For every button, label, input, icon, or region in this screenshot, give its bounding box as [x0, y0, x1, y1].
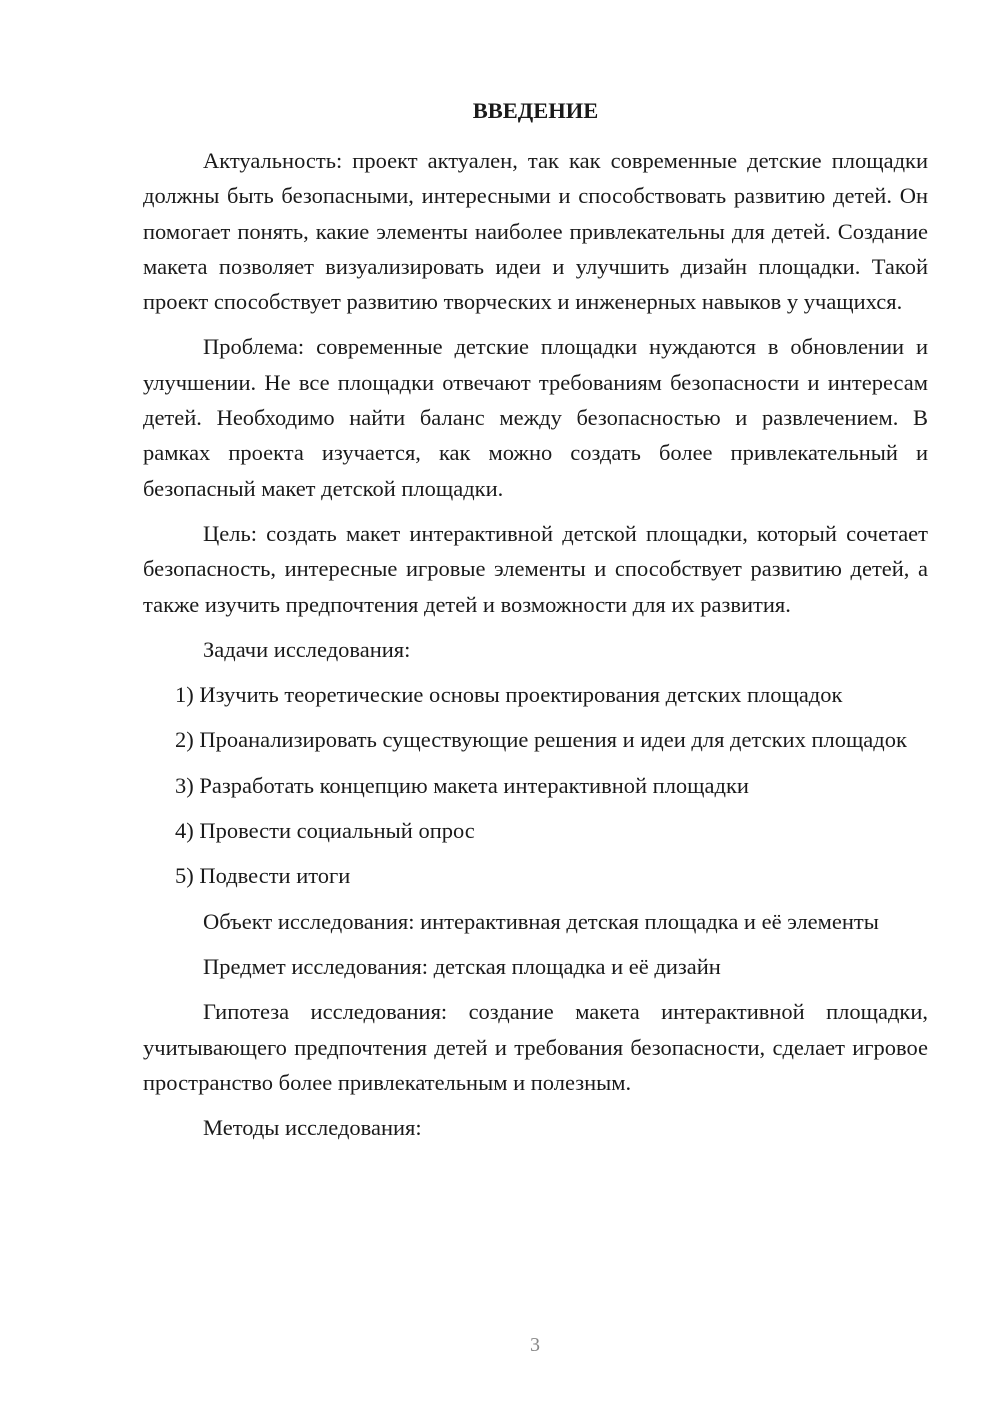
task-item-4: 4) Провести социальный опрос: [175, 818, 475, 844]
task-item-5: 5) Подвести итоги: [175, 863, 351, 889]
page-content: [143, 96, 928, 1155]
tasks-title: Задачи исследования:: [203, 636, 411, 662]
problem-paragraph: Проблема: современные детские площадки нуждаются в обновлении и улучшении. Не все площадки отвечают требованиям безопасности и интересам детей. Необходимо найти баланс между безопасностью и развлечением. В рамках проекта изучается, как можно создать более привлекательный и безопасный макет детской площадки.: [143, 334, 928, 501]
methods-title: Методы исследования:: [203, 1115, 422, 1141]
task-item-2: 2) Проанализировать существующие решения и идеи для детских площадок: [175, 727, 907, 753]
page-number: 3: [530, 1334, 540, 1356]
subject-paragraph: Предмет исследования: детская площадка и её дизайн: [203, 953, 721, 979]
object-paragraph: Объект исследования: интерактивная детская площадка и её элементы: [203, 908, 879, 934]
relevance-paragraph: Актуальность: проект актуален, так как современные детские площадки должны быть безопасными, интересными и способствовать развитию детей. Он помогает понять, какие элементы наиболее привлекательны для детей. Создание макета позволяет визуализировать идеи и улучшить дизайн площадки. Такой проект способствует развитию творческих и инженерных навыков у учащихся.: [143, 148, 928, 315]
task-item-1: 1) Изучить теоретические основы проектирования детских площадок: [175, 682, 843, 708]
section-heading: ВВЕДЕНИЕ: [472, 98, 599, 123]
hypothesis-paragraph: Гипотеза исследования: создание макета интерактивной площадки, учитывающего предпочтения детей и требования безопасности, сделает игровое пространство более привлекательным и полезным.: [143, 999, 928, 1095]
goal-paragraph: Цель: создать макет интерактивной детской площадки, который сочетает безопасность, интересные игровые элементы и способствует развитию детей, а также изучить предпочтения детей и возможности для их развития.: [143, 520, 928, 617]
task-item-3: 3) Разработать концепцию макета интерактивной площадки: [175, 772, 749, 798]
